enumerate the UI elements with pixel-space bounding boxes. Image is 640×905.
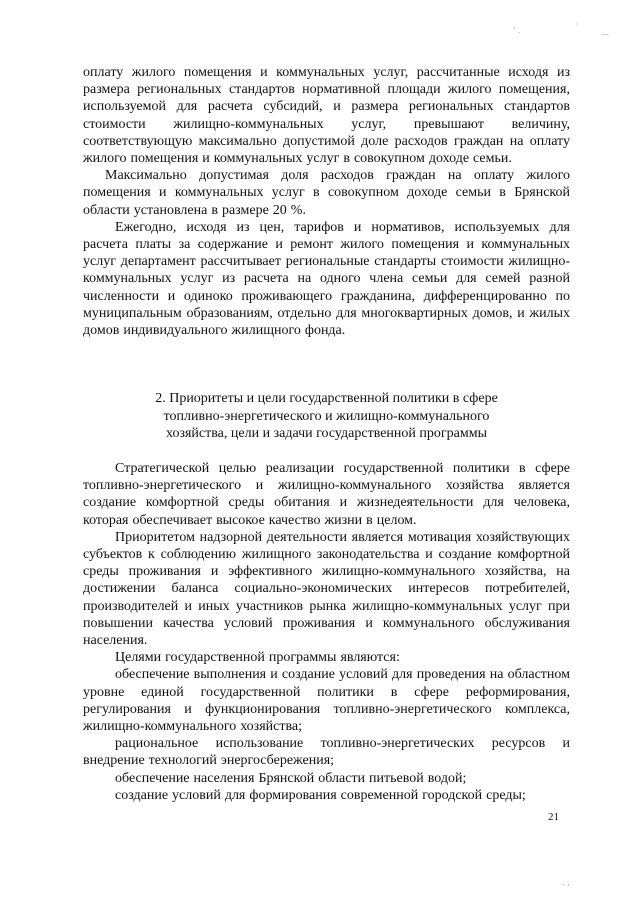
- scan-mark-bottom: . ,: [562, 878, 570, 887]
- paragraph: Целями государственной программы являются:: [115, 650, 400, 666]
- page-number: 21: [548, 811, 559, 823]
- paragraph: Приоритетом надзорной деятельности является мотивация хозяйствующих субъектов к соблюдению жилищного законодательства и создание комфортной среды проживания и эффективного жилищно-коммунального хозяйства, на достижении баланса социально-экономических интересов потребителей, производителей и иных участников рынка жилищно-коммунальных услуг при повышении качества условий проживания и коммунального обслуживания населения.: [83, 529, 570, 649]
- body-text-bottom: [83, 460, 570, 804]
- list-item: рациональное использование топливно-энергетических ресурсов и внедрение технологий энергосбережения;: [83, 736, 570, 769]
- section-heading: [83, 390, 570, 443]
- paragraph: оплату жилого помещения и коммунальных услуг, рассчитанные исходя из размера региональных стандартов нормативной площади жилого помещения, используемой для расчета субсидий, и размера региональных стандартов стоимости жилищно-коммунальных услуг, превышают величину, соответствующую максимально допустимой доле расходов граждан на оплату жилого помещения и коммунальных услуг в совокупном доходе семьи.: [83, 65, 570, 167]
- scan-mark-top-right: ·: [575, 20, 578, 29]
- list-item: создание условий для формирования современной городской среды;: [115, 787, 526, 803]
- scan-mark-top: ' .: [513, 26, 521, 35]
- body-text-top: [83, 64, 570, 339]
- heading-line: 2. Приоритеты и цели государственной политики в сфере: [155, 391, 498, 406]
- heading-line: топливно-энергетического и жилищно-коммунального: [163, 408, 490, 424]
- paragraph: Стратегической целью реализации государственной политики в сфере топливно-энергетического и жилищно-коммунального хозяйства является создание комфортной среды обитания и жизнедеятельности для человека, которая обеспечивает высокое качество жизни в целом.: [83, 461, 570, 528]
- scan-dash-top-right: —: [601, 30, 609, 39]
- paragraph: Ежегодно, исходя из цен, тарифов и нормативов, используемых для расчета платы за содержание и ремонт жилого помещения и коммунальных услуг департамент рассчитывает региональные стандарты стоимости жилищно-коммунальных услуг из расчета на одного члена семьи для семей разной численности и одиноко проживающего гражданина, дифференцированно по муниципальным образованиям, отдельно для многоквартирных домов, и жилых домов индивидуального жилищного фонда.: [83, 219, 570, 339]
- heading-line: хозяйства, цели и задачи государственной программы: [166, 426, 487, 441]
- list-item: обеспечение выполнения и создание условий для проведения на областном уровне единой государственной политики в сфере реформирования, регулирования и функционирования топливно-энергетического комплекса, жилищно-коммунального хозяйства;: [83, 667, 570, 735]
- paragraph: Максимально допустимая доля расходов граждан на оплату жилого помещения и коммунальных услуг в совокупном доходе семьи в Брянской области установлена в размере 20 %.: [83, 168, 570, 218]
- list-item: обеспечение населения Брянской области питьевой водой;: [115, 770, 467, 786]
